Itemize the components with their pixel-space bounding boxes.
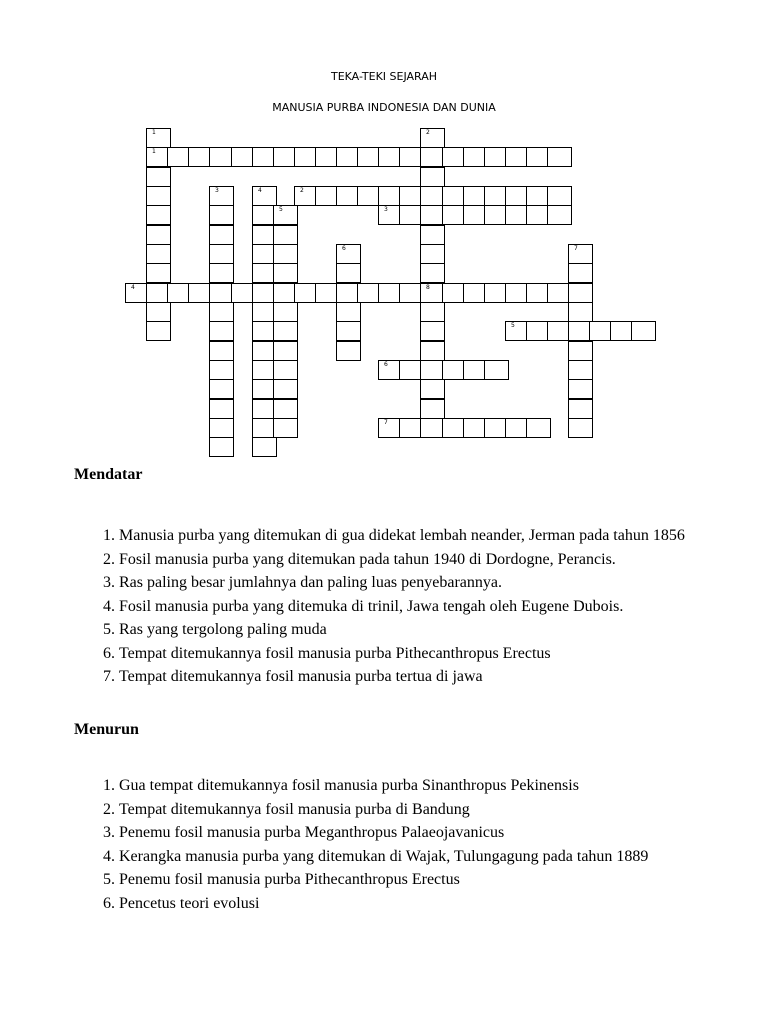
- grid-cell[interactable]: [146, 205, 171, 225]
- mendatar-clue-3: 3. Ras paling besar jumlahnya dan paling luas penyebarannya.: [119, 571, 759, 595]
- grid-cell[interactable]: [568, 244, 593, 264]
- grid-cell[interactable]: [420, 341, 445, 361]
- grid-cell[interactable]: [568, 418, 593, 438]
- grid-cell[interactable]: [484, 360, 509, 380]
- grid-cell[interactable]: [273, 321, 298, 341]
- grid-cell[interactable]: [568, 399, 593, 419]
- clue-number: 6: [342, 245, 346, 252]
- grid-cell[interactable]: [420, 321, 445, 341]
- menurun-heading: Menurun: [74, 721, 139, 738]
- mendatar-heading: Mendatar: [74, 466, 143, 483]
- grid-cell[interactable]: [336, 321, 361, 341]
- mendatar-clue-list: [74, 524, 759, 689]
- clue-number: 8: [426, 284, 430, 291]
- grid-cell[interactable]: [420, 302, 445, 322]
- grid-cell[interactable]: [209, 263, 234, 283]
- menurun-clue-3: 3. Penemu fosil manusia purba Meganthropus Palaeojavanicus: [119, 821, 759, 845]
- puzzle-subtitle: MANUSIA PURBA INDONESIA DAN DUNIA: [272, 101, 496, 114]
- grid-cell[interactable]: [273, 379, 298, 399]
- menurun-clue-4: 4. Kerangka manusia purba yang ditemukan di Wajak, Tulungagung pada tahun 1889: [119, 845, 759, 869]
- clue-number: 7: [574, 245, 578, 252]
- grid-cell[interactable]: [209, 244, 234, 264]
- mendatar-clue-1: 1. Manusia purba yang ditemukan di gua didekat lembah neander, Jerman pada tahun 1856: [119, 524, 759, 548]
- clue-number: 5: [279, 206, 283, 213]
- clue-number: 4: [258, 187, 262, 194]
- grid-cell[interactable]: [273, 225, 298, 245]
- grid-cell[interactable]: [146, 167, 171, 187]
- grid-cell[interactable]: [146, 186, 171, 206]
- mendatar-clue-4: 4. Fosil manusia purba yang ditemuka di trinil, Jawa tengah oleh Eugene Dubois.: [119, 595, 759, 619]
- grid-cell[interactable]: [568, 379, 593, 399]
- grid-cell[interactable]: [336, 244, 361, 264]
- grid-cell[interactable]: [146, 128, 171, 148]
- grid-cell[interactable]: [336, 263, 361, 283]
- grid-cell[interactable]: [273, 302, 298, 322]
- menurun-clue-list: [74, 774, 759, 915]
- grid-cell[interactable]: [209, 205, 234, 225]
- grid-cell[interactable]: [209, 399, 234, 419]
- grid-cell[interactable]: [252, 437, 277, 457]
- grid-cell[interactable]: [420, 379, 445, 399]
- clue-number: 1: [152, 148, 156, 155]
- clue-number: 5: [511, 322, 515, 329]
- grid-cell[interactable]: [209, 379, 234, 399]
- grid-cell[interactable]: [336, 341, 361, 361]
- grid-cell[interactable]: [209, 302, 234, 322]
- grid-cell[interactable]: [209, 341, 234, 361]
- menurun-clue-6: 6. Pencetus teori evolusi: [119, 892, 759, 916]
- clue-number: 2: [300, 187, 304, 194]
- clue-number: 1: [152, 129, 156, 136]
- mendatar-clue-7: 7. Tempat ditemukannya fosil manusia purba tertua di jawa: [119, 665, 759, 689]
- grid-cell[interactable]: [420, 263, 445, 283]
- grid-cell[interactable]: [273, 341, 298, 361]
- grid-cell[interactable]: [209, 321, 234, 341]
- grid-cell[interactable]: [568, 360, 593, 380]
- grid-cell[interactable]: [273, 399, 298, 419]
- clue-number: 2: [426, 129, 430, 136]
- grid-cell[interactable]: [420, 244, 445, 264]
- mendatar-clue-2: 2. Fosil manusia purba yang ditemukan pada tahun 1940 di Dordogne, Perancis.: [119, 548, 759, 572]
- clue-number: 7: [384, 419, 388, 426]
- grid-cell[interactable]: [568, 283, 593, 303]
- grid-cell[interactable]: [209, 360, 234, 380]
- grid-cell[interactable]: [547, 205, 572, 225]
- grid-cell[interactable]: [526, 418, 551, 438]
- grid-cell[interactable]: [420, 128, 445, 148]
- crossword-grid: [0, 0, 768, 470]
- grid-cell[interactable]: [273, 418, 298, 438]
- grid-cell[interactable]: [146, 244, 171, 264]
- grid-cell[interactable]: [631, 321, 656, 341]
- grid-cell[interactable]: [547, 186, 572, 206]
- menurun-clue-2: 2. Tempat ditemukannya fosil manusia purba di Bandung: [119, 798, 759, 822]
- grid-cell[interactable]: [146, 225, 171, 245]
- grid-cell[interactable]: [420, 167, 445, 187]
- grid-cell[interactable]: [209, 437, 234, 457]
- mendatar-clue-5: 5. Ras yang tergolong paling muda: [119, 618, 759, 642]
- clue-number: 4: [131, 284, 135, 291]
- grid-cell[interactable]: [568, 341, 593, 361]
- grid-cell[interactable]: [547, 147, 572, 167]
- menurun-clue-1: 1. Gua tempat ditemukannya fosil manusia purba Sinanthropus Pekinensis: [119, 774, 759, 798]
- grid-cell[interactable]: [273, 360, 298, 380]
- clue-number: 6: [384, 361, 388, 368]
- grid-cell[interactable]: [568, 263, 593, 283]
- grid-cell[interactable]: [209, 186, 234, 206]
- grid-cell[interactable]: [420, 225, 445, 245]
- grid-cell[interactable]: [146, 321, 171, 341]
- grid-cell[interactable]: [568, 302, 593, 322]
- grid-cell[interactable]: [146, 263, 171, 283]
- clue-number: 3: [384, 206, 388, 213]
- grid-cell[interactable]: [209, 418, 234, 438]
- menurun-clue-5: 5. Penemu fosil manusia purba Pithecanthropus Erectus: [119, 868, 759, 892]
- clue-number: 3: [215, 187, 219, 194]
- grid-cell[interactable]: [273, 244, 298, 264]
- grid-cell[interactable]: [336, 302, 361, 322]
- mendatar-clue-6: 6. Tempat ditemukannya fosil manusia purba Pithecanthropus Erectus: [119, 642, 759, 666]
- grid-cell[interactable]: [273, 205, 298, 225]
- grid-cell[interactable]: [209, 225, 234, 245]
- grid-cell[interactable]: [420, 399, 445, 419]
- grid-cell[interactable]: [146, 302, 171, 322]
- grid-cell[interactable]: [273, 263, 298, 283]
- grid-cell[interactable]: [252, 186, 277, 206]
- puzzle-title: TEKA-TEKI SEJARAH: [330, 70, 438, 83]
